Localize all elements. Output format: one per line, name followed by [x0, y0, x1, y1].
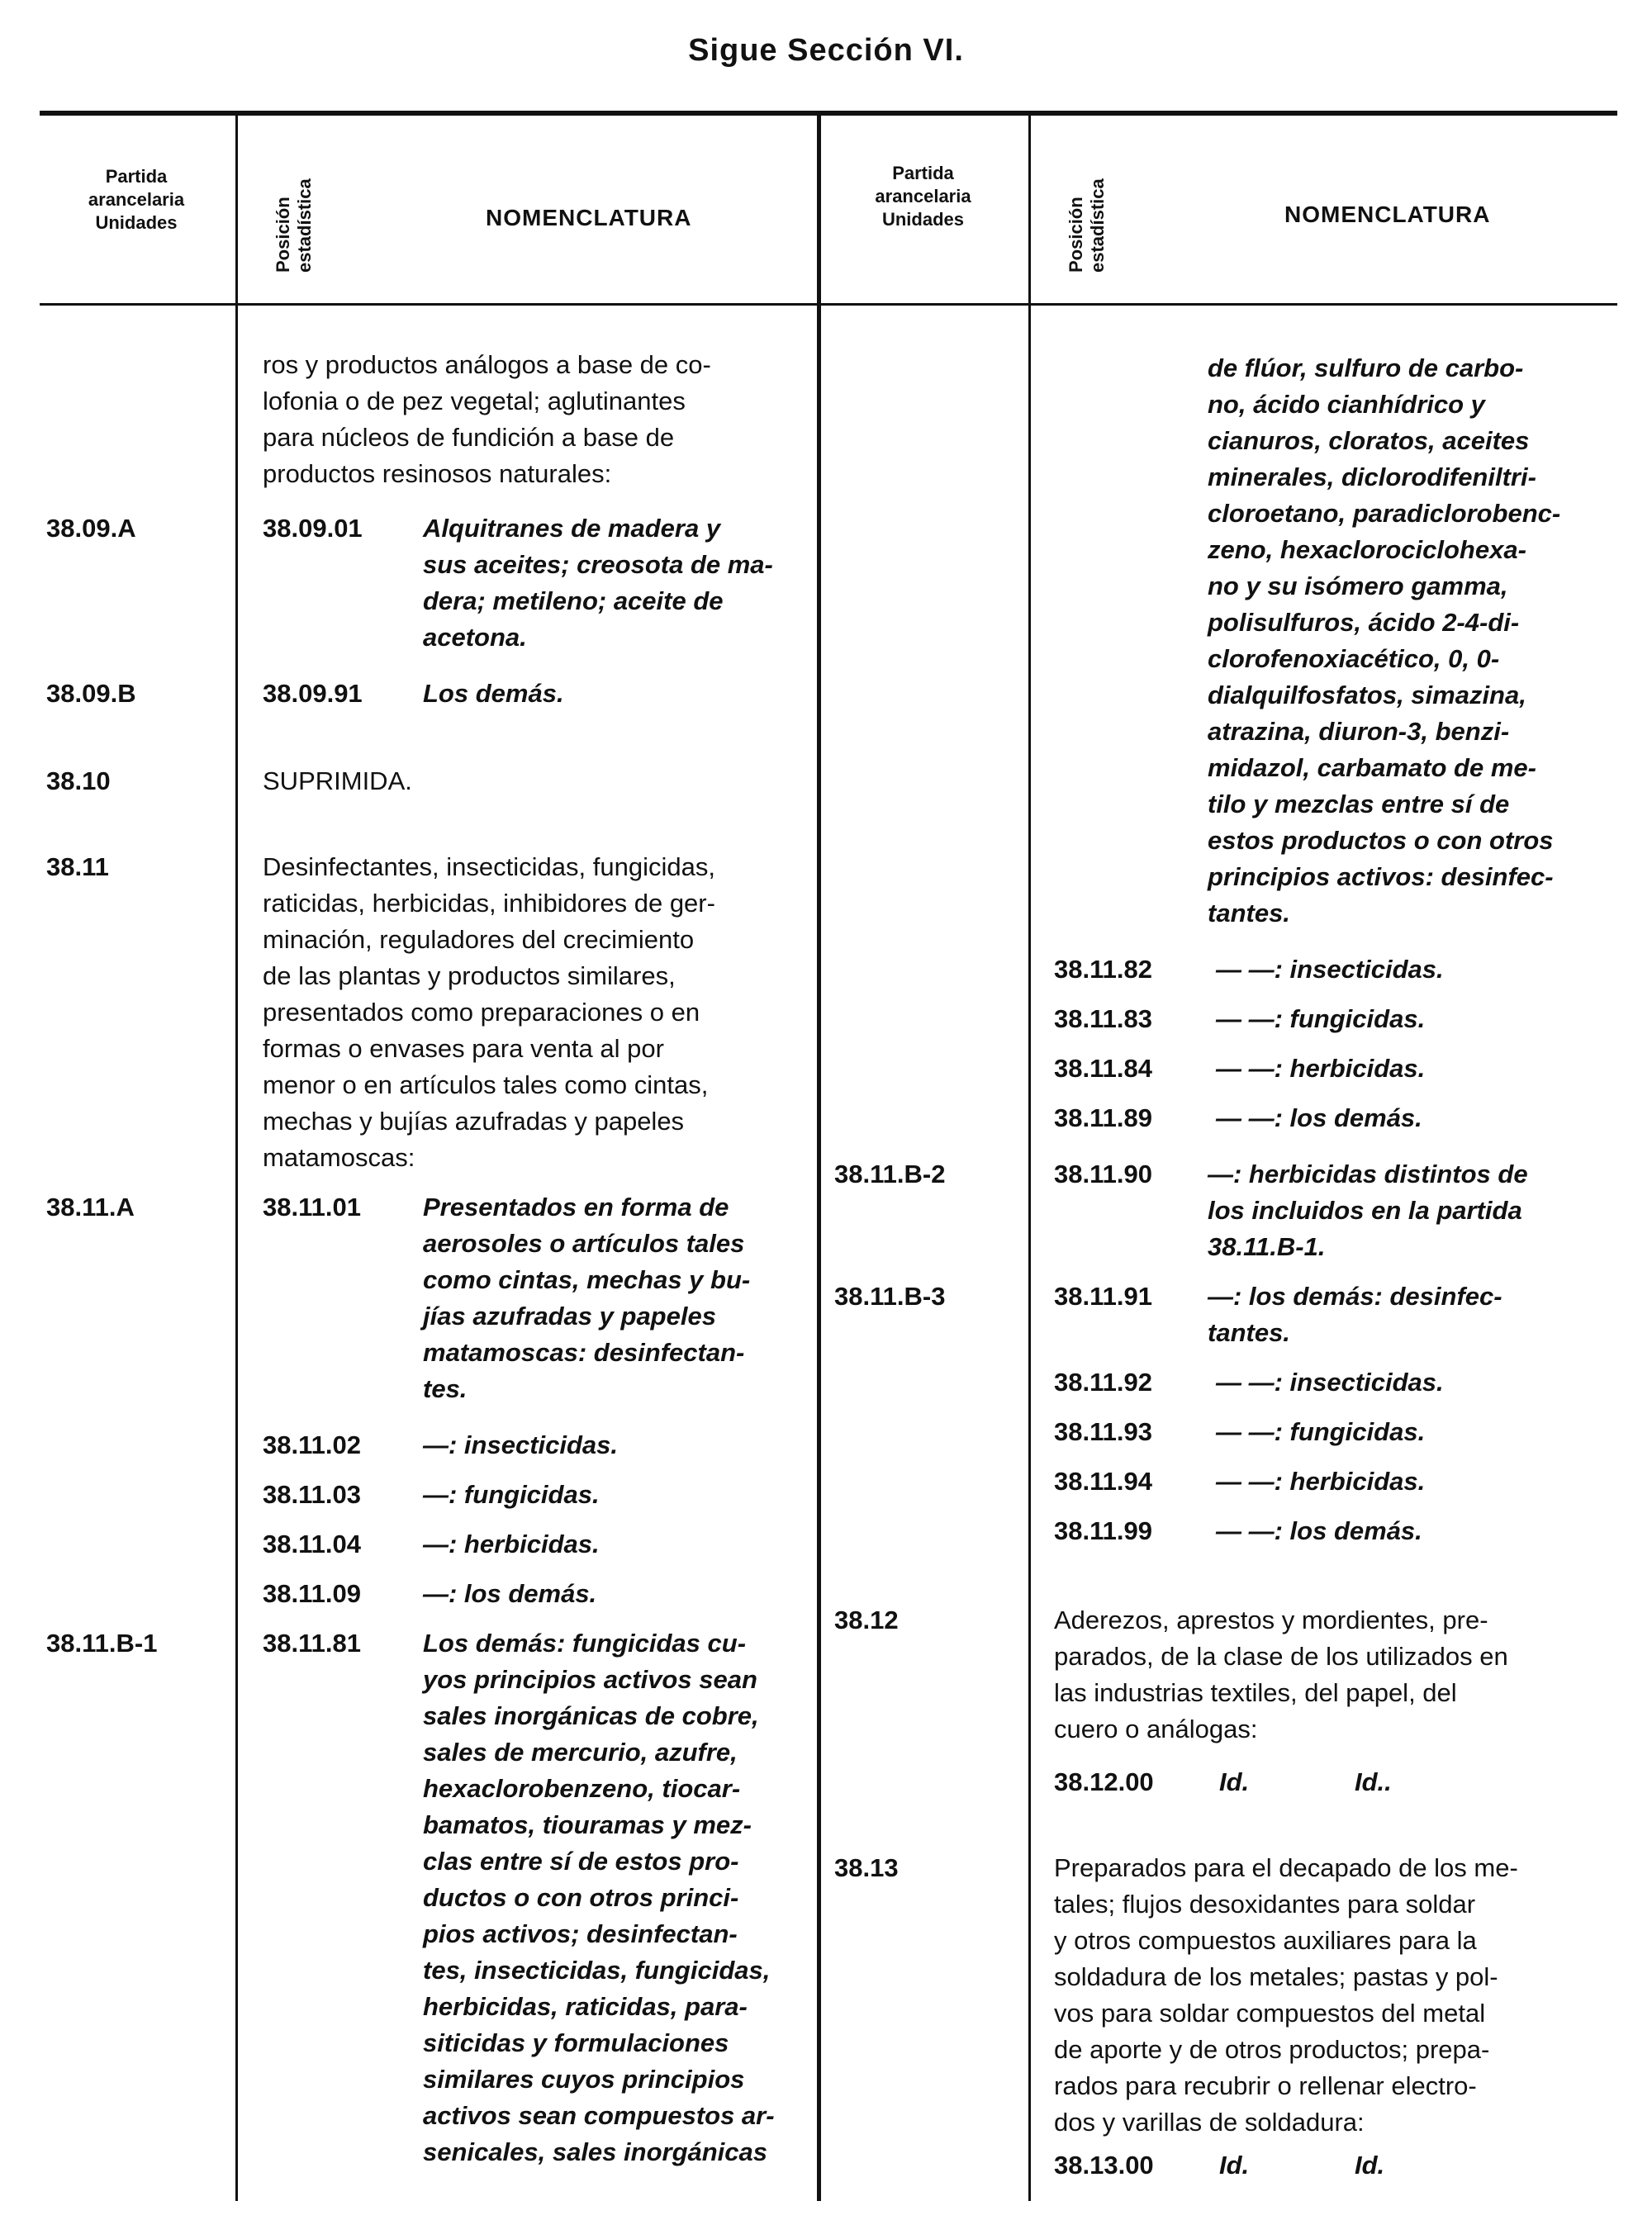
- posicion-38-11-01: 38.11.01: [263, 1193, 361, 1221]
- desc-38-11-90: —: herbicidas distintos de los incluidos en la partida 38.11.B-1.: [1208, 1160, 1528, 1261]
- posicion-38-11-82: 38.11.82: [1054, 955, 1152, 984]
- desc-38-11-93: — —: fungicidas.: [1216, 1417, 1426, 1446]
- desc-38-11-84: — —: herbicidas.: [1216, 1054, 1426, 1083]
- posicion-38-11-94: 38.11.94: [1054, 1467, 1152, 1496]
- desc-38-11-91: —: los demás: desinfec- tantes.: [1208, 1282, 1502, 1347]
- desc-38-12: Aderezos, aprestos y mordientes, pre- parados, de la clase de los utilizados en las industrias textiles, del papel, del cuero o análogas:: [1054, 1606, 1508, 1743]
- desc-38-11-01: Presentados en forma de aerosoles o artículos tales como cintas, mechas y bu- jías azufradas y papeles matamoscas: desinfectan- tes.: [423, 1193, 751, 1403]
- posicion-38-11-04: 38.11.04: [263, 1530, 361, 1558]
- partida-38-09-b: 38.09.B: [46, 679, 136, 708]
- posicion-38-11-09: 38.11.09: [263, 1579, 361, 1608]
- desc-38-09-91: Los demás.: [423, 679, 564, 708]
- col-divider-2: [817, 116, 821, 2201]
- desc-38-11-81: Los demás: fungicidas cu- yos principios activos sean sales inorgánicas de cobre, sales de mercurio, azufre, hexaclorobenzeno, tiocar- bamatos, tiouramas y mez- clas entre sí de estos pro- ductos o con otros princi- pios activos; desinfectan- tes, insecticidas, fungicidas, herbicidas, raticidas, para- siticidas y formulaciones similares cuyos principios activos sean compuestos ar- senicales, sales inorgánicas: [423, 1629, 775, 2166]
- page-title: Sigue Sección VI.: [688, 33, 964, 68]
- header-partida-left: Partida arancelaria Unidades: [88, 166, 185, 233]
- desc-38-11-04: —: herbicidas.: [423, 1530, 600, 1558]
- posicion-38-11-90: 38.11.90: [1054, 1160, 1152, 1188]
- header-nomenclatura-right: NOMENCLATURA: [1284, 202, 1491, 227]
- top-rule: [40, 111, 1617, 116]
- unit-38-12-00-a: Id.: [1219, 1767, 1250, 1796]
- desc-38-11-99: — —: los demás.: [1216, 1516, 1422, 1545]
- posicion-38-11-89: 38.11.89: [1054, 1103, 1152, 1132]
- unit-38-13-00-a: Id.: [1219, 2151, 1250, 2180]
- header-partida-right: Partida arancelaria Unidades: [875, 163, 971, 230]
- partida-38-09-a: 38.09.A: [46, 514, 136, 543]
- desc-38-11-89: — —: los demás.: [1216, 1103, 1422, 1132]
- partida-38-11-a: 38.11.A: [46, 1193, 135, 1221]
- posicion-38-13-00: 38.13.00: [1054, 2151, 1154, 2180]
- desc-38-11: Desinfectantes, insecticidas, fungicidas, raticidas, herbicidas, inhibidores de ger- minación, reguladores del crecimiento de las plantas y productos similares, presentados como preparaciones o en formas o envases para venta al por menor o en artículos tales como cintas, mechas y bujías azufradas y papeles matamoscas:: [263, 852, 715, 1172]
- posicion-38-11-91: 38.11.91: [1054, 1282, 1152, 1311]
- desc-38-11-81-continued: de flúor, sulfuro de carbo- no, ácido cianhídrico y cianuros, cloratos, aceites minerales, diclorodifeniltri- cloroetano, paradiclorobenc- zeno, hexaclorociclohexa- no y su isómero gamma, polisulfuros, ácido 2-4-di- clorofenoxiacético, 0, 0- dialquilfosfatos, simazina, atrazina, diuron-3, benzi- midazol, carbamato de me- tilo y mezclas entre sí de estos productos o con otros principios activos: desinfec- tantes.: [1208, 353, 1561, 927]
- desc-38-11-82: — —: insecticidas.: [1216, 955, 1444, 984]
- partida-38-11: 38.11: [46, 852, 109, 881]
- partida-38-11-b-1: 38.11.B-1: [46, 1629, 158, 1658]
- partida-38-10: 38.10: [46, 766, 111, 795]
- desc-38-11-02: —: insecticidas.: [423, 1430, 619, 1459]
- posicion-38-11-92: 38.11.92: [1054, 1368, 1152, 1397]
- desc-38-11-09: —: los demás.: [423, 1579, 597, 1608]
- header-posicion-right: Posición estadística: [1066, 178, 1108, 273]
- desc-38-11-83: — —: fungicidas.: [1216, 1004, 1426, 1033]
- partida-38-13: 38.13: [834, 1853, 899, 1882]
- desc-38-13: Preparados para el decapado de los me- tales; flujos desoxidantes para soldar y otros compuestos auxiliares para la soldadura de los metales; pastas y pol- vos para soldar compuestos del metal de aporte y de otros productos; prepa- rados para recubrir o rellenar electro- dos y varillas de soldadura:: [1054, 1853, 1518, 2137]
- header-bottom-rule: [40, 303, 1617, 306]
- desc-38-11-94: — —: herbicidas.: [1216, 1467, 1426, 1496]
- posicion-38-09-91: 38.09.91: [263, 679, 363, 708]
- posicion-38-11-02: 38.11.02: [263, 1430, 361, 1459]
- col-divider-3: [1028, 116, 1031, 2201]
- desc-38-11-92: — —: insecticidas.: [1216, 1368, 1444, 1397]
- desc-38-10: SUPRIMIDA.: [263, 766, 412, 795]
- partida-38-11-b-2: 38.11.B-2: [834, 1160, 946, 1188]
- posicion-38-11-03: 38.11.03: [263, 1480, 361, 1509]
- posicion-38-11-81: 38.11.81: [263, 1629, 361, 1658]
- posicion-38-11-83: 38.11.83: [1054, 1004, 1152, 1033]
- posicion-38-12-00: 38.12.00: [1054, 1767, 1154, 1796]
- header-nomenclatura-left: NOMENCLATURA: [486, 205, 692, 230]
- desc-38-11-03: —: fungicidas.: [423, 1480, 600, 1509]
- partida-38-12: 38.12: [834, 1606, 899, 1634]
- desc-38-09-01: Alquitranes de madera y sus aceites; creosota de ma- dera; metileno; aceite de acetona.: [423, 514, 773, 652]
- unit-38-13-00-b: Id.: [1355, 2151, 1385, 2180]
- header-posicion-left: Posición estadística: [273, 178, 315, 273]
- partida-38-11-b-3: 38.11.B-3: [834, 1282, 946, 1311]
- col-divider-1: [235, 116, 238, 2201]
- posicion-38-11-93: 38.11.93: [1054, 1417, 1152, 1446]
- posicion-38-11-84: 38.11.84: [1054, 1054, 1152, 1083]
- left-intro-text: ros y productos análogos a base de co- lofonia o de pez vegetal; aglutinantes para núcleos de fundición a base de productos resinosos naturales:: [263, 350, 711, 488]
- posicion-38-09-01: 38.09.01: [263, 514, 363, 543]
- unit-38-12-00-b: Id..: [1355, 1767, 1392, 1796]
- posicion-38-11-99: 38.11.99: [1054, 1516, 1152, 1545]
